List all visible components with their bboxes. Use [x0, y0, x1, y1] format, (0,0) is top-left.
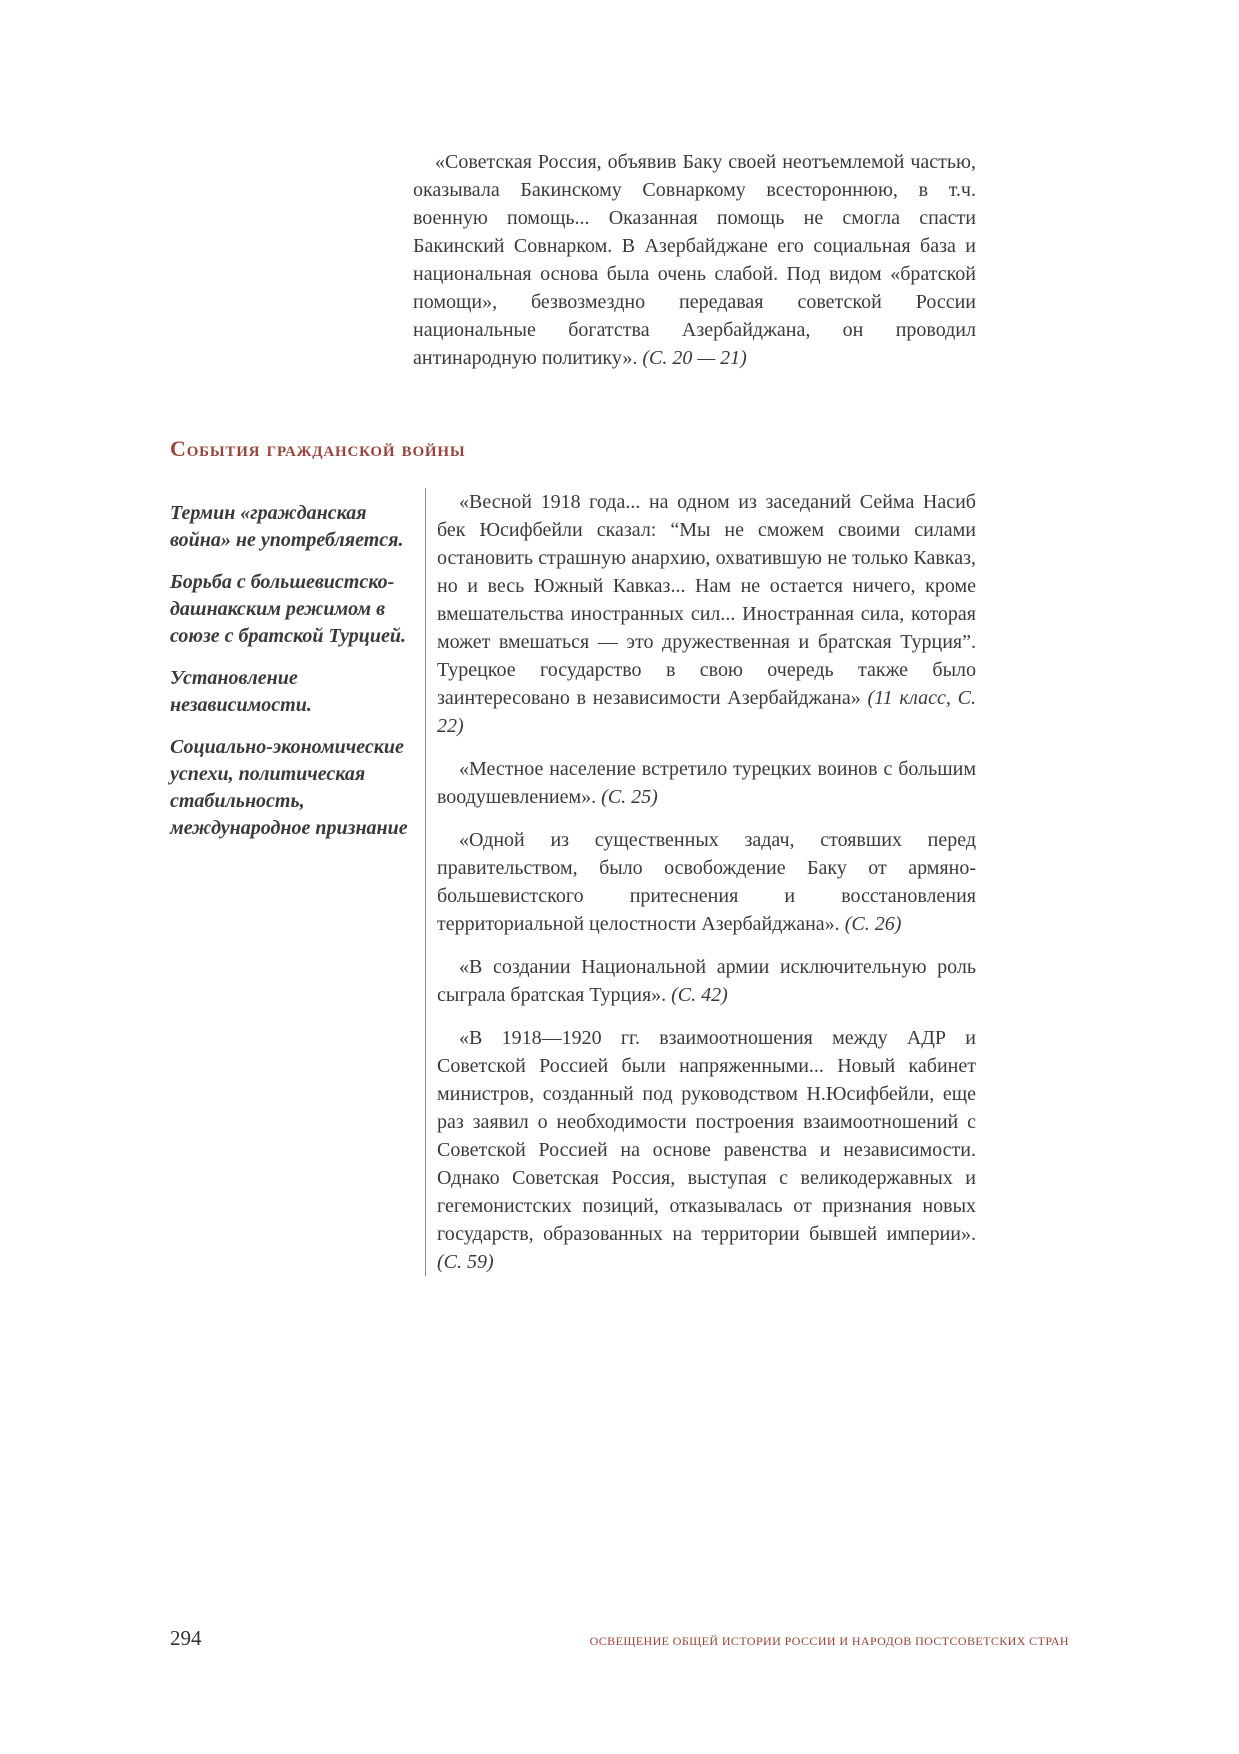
quote-text: «В 1918—1920 гг. взаимоотношения между АДР и Советской Россией были напряженными... Новый кабинет министров, созданный под руководством Н.Юсифбейли, еще раз заявил о необходимости построения взаимоотношений с Советской Россией на основе равенства и независимости. Однако Советская Россия, выступая с великодержавных и гегемонистских позиций, отказывалась от признания новых государств, образованных на территории бывшей империи». — [437, 1027, 976, 1245]
quote-paragraph — [437, 755, 976, 811]
quote-paragraph — [437, 953, 976, 1009]
quote-text: «В создании Национальной армии исключительную роль сыграла братская Турция». — [437, 956, 976, 1006]
margin-notes-column — [170, 500, 408, 1276]
quote-text: «Одной из существенных задач, стоявших перед правительством, было освобождение Баку от армяно-большевистского притеснения и восстановления территориальной целостности Азербайджана». — [437, 829, 976, 935]
page-number: 294 — [170, 1626, 202, 1650]
section-heading: События гражданской войны — [170, 436, 466, 461]
margin-note: Социально-экономические успехи, политическая стабильность, международное признание — [170, 736, 408, 839]
quotes-column — [425, 488, 976, 1276]
margin-note: Установление независимости. — [170, 667, 312, 716]
quote-paragraph — [437, 826, 976, 938]
quote-text: «Местное население встретило турецких воинов с большим воодушевлением». — [437, 758, 976, 808]
quote-citation: (11 класс, С. 22) — [437, 687, 976, 737]
intro-quote-citation: (С. 20 — 21) — [642, 347, 747, 369]
intro-quote-paragraph — [413, 148, 976, 372]
quote-text: «Весной 1918 года... на одном из заседаний Сейма Насиб бек Юсифбейли сказал: “Мы не сможем своими силами остановить страшную анархию, охватившую не только Кавказ, но и весь Южный Кавказ... Нам не остается ничего, кроме вмешательства иностранных сил... Иностранная сила, которая может вмешаться — это дружественная и братская Турция”. Турецкое государство в свою очередь также было заинтересовано в независимости Азербайджана» — [437, 491, 976, 709]
running-title: ОСВЕЩЕНИЕ ОБЩЕЙ ИСТОРИИ РОССИИ И НАРОДОВ ПОСТСОВЕТСКИХ СТРАН — [589, 1634, 1069, 1648]
quote-citation: (С. 26) — [844, 913, 902, 935]
quote-paragraph — [437, 488, 976, 740]
quote-citation: (С. 25) — [601, 786, 658, 808]
quote-paragraph — [437, 1024, 976, 1276]
margin-note: Борьба с большевистско-дашнакским режимом в союзе с братской Турцией. — [170, 571, 407, 647]
quote-citation: (С. 42) — [671, 984, 728, 1006]
intro-quote-block — [413, 148, 976, 372]
margin-note: Термин «гражданская война» не употребляется. — [170, 502, 404, 551]
quote-citation: (С. 59) — [437, 1251, 494, 1273]
intro-quote-text: «Советская Россия, объявив Баку своей неотъемлемой частью, оказывала Бакинскому Совнаркому всестороннюю, в т.ч. военную помощь... Оказанная помощь не смогла спасти Бакинский Совнарком. В Азербайджане его социальная база и национальная основа была очень слабой. Под видом «братской помощи», безвозмездно передавая советской России национальные богатства Азербайджана, он проводил антинародную политику». — [413, 151, 976, 369]
two-column-layout — [170, 488, 976, 1276]
page-footer — [170, 1626, 1069, 1651]
page-content — [170, 148, 976, 1276]
